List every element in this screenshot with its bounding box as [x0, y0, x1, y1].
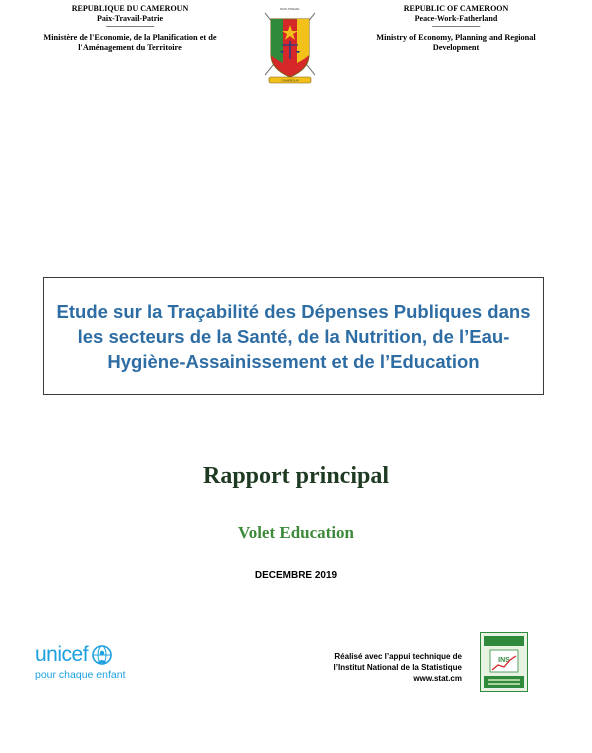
support-line-2: l’Institut National de la Statistique	[333, 663, 462, 672]
ministry-name-fr: Ministère de l'Economie, de la Planification et de l'Aménagement du Territoire	[43, 33, 217, 52]
motto-en: Peace-Work-Fatherland	[414, 13, 498, 23]
unicef-globe-icon	[91, 644, 113, 666]
unicef-tagline: pour chaque enfant	[35, 669, 126, 681]
separator-line: --------------------------------	[432, 24, 480, 30]
cameroon-coat-of-arms-icon	[255, 3, 325, 89]
header-left	[30, 4, 230, 53]
support-line-1: Réalisé avec l’appui technique de	[334, 652, 462, 661]
support-website: www.stat.cm	[413, 674, 462, 683]
report-date: DECEMBRE 2019	[254, 570, 338, 581]
unicef-logo	[35, 643, 126, 681]
ins-logo-icon	[480, 632, 528, 692]
study-title-box	[43, 277, 544, 395]
ministry-name-en: Ministry of Economy, Planning and Regional Development	[376, 33, 536, 52]
report-subtitle: Volet Education	[237, 523, 355, 542]
svg-text:CAMEROUN: CAMEROUN	[281, 78, 299, 83]
header-right	[356, 4, 556, 53]
svg-text:PAIX-TRAVAIL: PAIX-TRAVAIL	[280, 7, 300, 11]
country-name-fr: REPUBLIQUE DU CAMEROUN	[71, 4, 189, 13]
study-title: Etude sur la Traçabilité des Dépenses Publiques dans les secteurs de la Santé, de la Nutrition, de l’Eau-Hygiène-Assainissement et de l’Education	[56, 300, 531, 372]
report-title: Rapport principal	[202, 463, 390, 489]
separator-line: --------------------------------	[106, 24, 154, 30]
unicef-wordmark: unicef	[35, 643, 89, 666]
motto-fr: Paix-Travail-Patrie	[96, 13, 164, 23]
country-name-en: REPUBLIC OF CAMEROON	[403, 4, 509, 13]
technical-support-note	[292, 651, 462, 684]
svg-text:INS: INS	[498, 657, 510, 664]
